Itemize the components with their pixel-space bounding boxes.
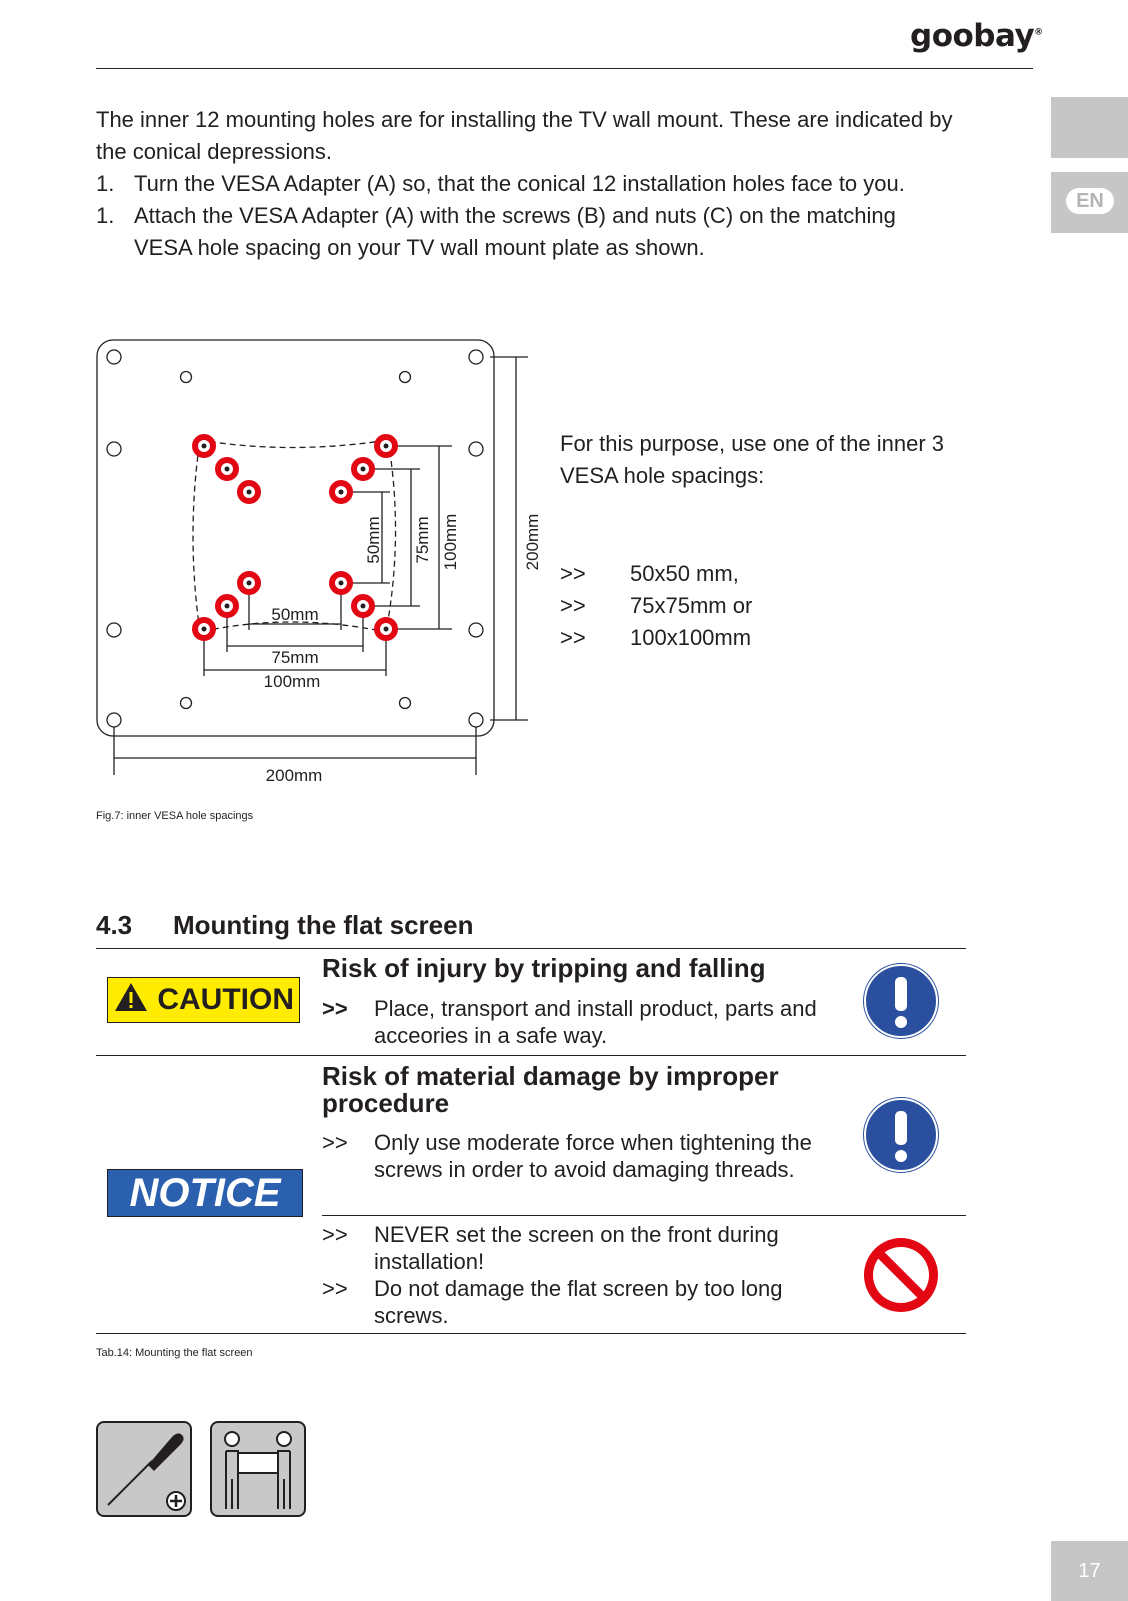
intro-block: [96, 104, 956, 264]
table-caption: Tab.14: Mounting the flat screen: [96, 1347, 253, 1359]
section-heading: 4.3 Mounting the flat screen: [96, 910, 474, 940]
steps-list: [96, 168, 956, 264]
spacing-item: >> 75x75mm or: [560, 593, 753, 618]
page-number: 17: [1051, 1541, 1128, 1601]
label-50mm-h: 50mm: [271, 605, 319, 624]
brand-logo: goobay®: [910, 18, 1043, 54]
mandatory-action-icon: [862, 962, 940, 1040]
list-item: >> Only use moderate force when tightening the screws in order to avoid damaging threads.: [322, 1130, 812, 1182]
screwdriver-icon: [98, 1423, 190, 1515]
table-rule: [322, 1215, 966, 1216]
list-item: >> Do not damage the flat screen by too long screws.: [322, 1276, 783, 1328]
outer-hole: [469, 442, 483, 456]
intro-paragraph: The inner 12 mounting holes are for installing the TV wall mount. These are indicated by the conical depressions.: [96, 107, 953, 164]
step-number: 1.: [96, 203, 115, 228]
outer-hole: [469, 623, 483, 637]
outer-hole: [107, 350, 121, 364]
notice-title: Risk of material damage by improper procedure: [322, 1061, 779, 1118]
list-item: >> NEVER set the screen on the front during installation!: [322, 1222, 779, 1274]
outer-hole: [107, 713, 121, 727]
outer-hole: [181, 372, 192, 383]
table-rule: [96, 948, 966, 949]
language-label: EN: [1066, 188, 1114, 214]
label-200mm-h: 200mm: [265, 766, 323, 785]
label-200mm-v: 200mm: [523, 513, 542, 571]
notice-label: NOTICE: [107, 1169, 303, 1217]
step-text: Attach the VESA Adapter (A) with the screws (B) and nuts (C) on the matching VESA hole spacing on your TV wall mount plate as shown.: [134, 203, 896, 260]
outer-hole: [181, 698, 192, 709]
mandatory-action-icon: [862, 1096, 940, 1174]
spacing-list: [560, 558, 752, 654]
label-100mm-h: 100mm: [263, 672, 321, 691]
label-50mm-v: 50mm: [364, 516, 383, 564]
warning-triangle-icon: [113, 981, 149, 1013]
outer-hole: [469, 350, 483, 364]
screwdriver-pictogram: [96, 1421, 192, 1517]
spacing-item: >> 50x50 mm,: [560, 561, 739, 586]
outer-hole: [469, 713, 483, 727]
outer-hole: [400, 698, 411, 709]
figure-side-text: For this purpose, use one of the inner 3 VESA hole spacings:: [560, 431, 945, 488]
spacing-item: >> 100x100mm: [560, 625, 752, 650]
two-person-pictogram: [210, 1421, 306, 1517]
label-100mm-v: 100mm: [441, 513, 460, 571]
notice-list: [322, 1129, 842, 1183]
outer-hole: [107, 623, 121, 637]
label-75mm-h: 75mm: [271, 648, 319, 667]
caution-label: CAUTION: [107, 977, 300, 1023]
caution-list: [322, 995, 842, 1049]
language-tab: [1051, 172, 1128, 233]
label-75mm-v: 75mm: [413, 516, 432, 564]
step-item: [96, 168, 956, 200]
side-tab-blank: [1051, 97, 1128, 158]
header-divider: [96, 68, 1033, 69]
table-rule: [96, 1055, 966, 1056]
step-item: [96, 200, 956, 264]
prohibit-list: [322, 1221, 842, 1329]
prohibition-icon: [862, 1236, 940, 1314]
table-rule: [96, 1333, 966, 1334]
vesa-diagram: [90, 330, 550, 795]
two-person-carry-icon: [212, 1423, 304, 1515]
figure-caption: Fig.7: inner VESA hole spacings: [96, 810, 254, 822]
step-text: Turn the VESA Adapter (A) so, that the conical 12 installation holes face to you.: [134, 171, 905, 196]
outer-hole: [400, 372, 411, 383]
outer-hole: [107, 442, 121, 456]
list-item: >> Place, transport and install product, parts and acceories in a safe way.: [322, 996, 817, 1048]
step-number: 1.: [96, 171, 115, 196]
caution-title: Risk of injury by tripping and falling: [322, 953, 766, 983]
